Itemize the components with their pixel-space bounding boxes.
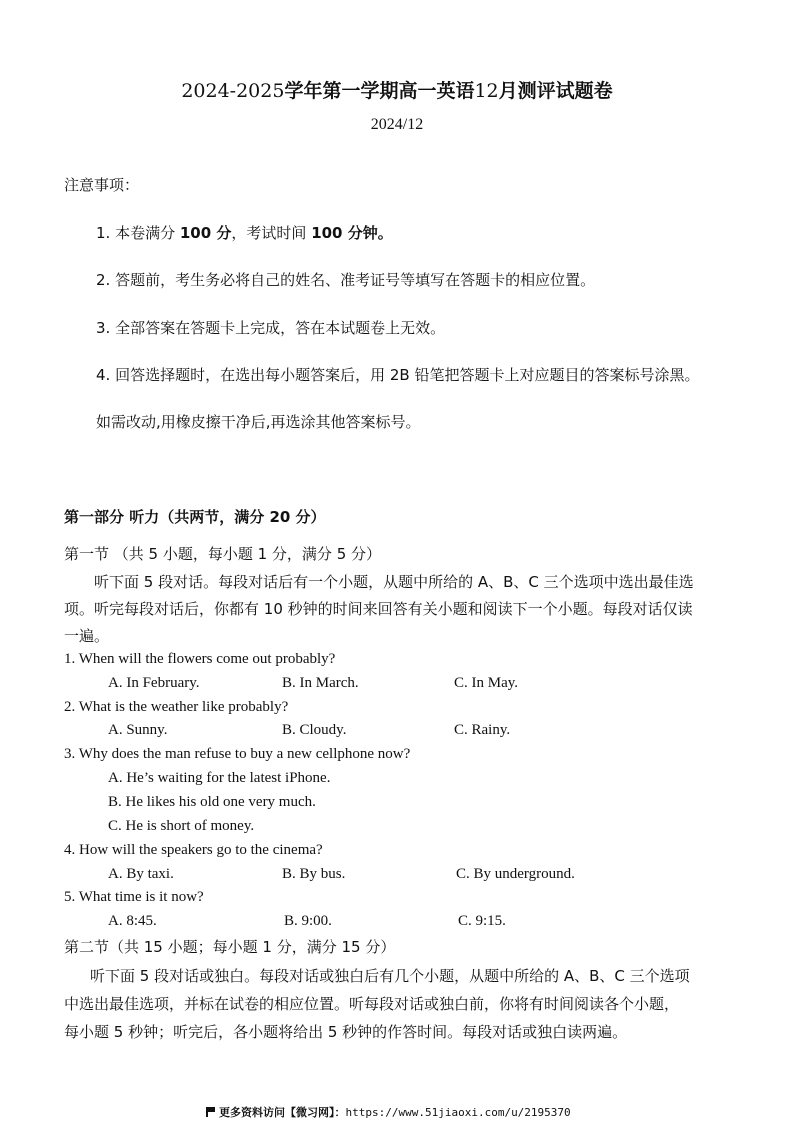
question-3-option-b: B. He likes his old one very much. — [108, 794, 316, 810]
footer — [206, 1106, 571, 1120]
notice-item-1 — [96, 223, 393, 243]
section2-instructions-line-2: 中选出最佳选项，并标在试卷的相应位置。听每段对话或独白前，你将有时间阅读各个小题， — [64, 995, 680, 1013]
notice-item-1-part-c: ，考试时间 — [231, 224, 312, 242]
question-3: 3. Why does the man refuse to buy a new cellphone now? — [64, 746, 411, 762]
section2-instructions-line-3: 每小题 5 秒钟；听完后，各小题将给出 5 秒钟的作答时间。每段对话或独白读两遍。 — [64, 1023, 628, 1041]
question-1-option-a: A. In February. — [108, 675, 200, 691]
notice-item-2: 2. 答题前，考生务必将自己的姓名、准考证号等填写在答题卡的相应位置。 — [96, 271, 596, 289]
question-2-option-a: A. Sunny. — [108, 722, 168, 738]
section1-heading: 第一节 （共 5 小题，每小题 1 分，满分 5 分） — [64, 545, 382, 563]
notice-item-1-part-a: 1. 本卷满分 — [96, 224, 180, 242]
question-2-option-b: B. Cloudy. — [282, 722, 347, 738]
question-4-option-c: C. By underground. — [456, 866, 575, 882]
section2-heading: 第二节（共 15 小题；每小题 1 分，满分 15 分） — [64, 938, 396, 956]
question-4-option-a: A. By taxi. — [108, 866, 174, 882]
footer-link[interactable]: https://www.51jiaoxi.com/u/2195370 — [345, 1106, 571, 1119]
question-5-option-b: B. 9:00. — [284, 913, 332, 929]
question-1: 1. When will the flowers come out probably? — [64, 651, 336, 667]
question-4: 4. How will the speakers go to the cinema? — [64, 842, 323, 858]
title-text-2: 月测评试题卷 — [498, 80, 613, 102]
notice-item-4: 4. 回答选择题时，在选出每小题答案后，用 2B 铅笔把答题卡上对应题目的答案标号涂黑。 — [96, 366, 700, 384]
question-1-option-b: B. In March. — [282, 675, 359, 691]
question-5: 5. What time is it now? — [64, 889, 204, 905]
notice-item-3: 3. 全部答案在答题卡上完成，答在本试题卷上无效。 — [96, 319, 446, 337]
notice-item-1-score: 100 分 — [179, 224, 232, 242]
section2-instructions-line-1: 听下面 5 段对话或独白。每段对话或独白后有几个小题，从题中所给的 A、B、C 三个选项 — [90, 967, 690, 985]
part1-heading: 第一部分 听力（共两节，满分 20 分） — [64, 508, 326, 526]
title-month: 12 — [474, 80, 499, 102]
section1-instructions-line-2: 项。听完每段对话后，你都有 10 秒钟的时间来回答有关小题和阅读下一个小题。每段对话仅读 — [64, 600, 693, 618]
question-2: 2. What is the weather like probably? — [64, 699, 289, 715]
footer-text: 更多资料访问【微习网】： — [219, 1106, 346, 1119]
section1-instructions-line-3: 一遍。 — [64, 627, 110, 645]
question-5-option-a: A. 8:45. — [108, 913, 157, 929]
question-3-option-a: A. He’s waiting for the latest iPhone. — [108, 770, 331, 786]
question-1-option-c: C. In May. — [454, 675, 519, 691]
notice-item-5: 如需改动,用橡皮擦干净后,再选涂其他答案标号。 — [96, 413, 421, 431]
flag-icon — [206, 1107, 215, 1117]
page-title — [0, 78, 794, 104]
notice-item-1-time: 100 分钟。 — [311, 224, 393, 242]
question-2-option-c: C. Rainy. — [454, 722, 511, 738]
title-text-1: 学年第一学期高一英语 — [284, 80, 475, 102]
question-3-option-c: C. He is short of money. — [108, 818, 255, 834]
exam-date: 2024/12 — [370, 116, 424, 133]
notice-heading: 注意事项： — [64, 176, 140, 194]
title-year: 2024-2025 — [181, 80, 285, 102]
question-4-option-b: B. By bus. — [282, 866, 346, 882]
question-5-option-c: C. 9:15. — [458, 913, 506, 929]
section1-instructions-line-1: 听下面 5 段对话。每段对话后有一个小题，从题中所给的 A、B、C 三个选项中选出最佳选 — [94, 573, 694, 591]
